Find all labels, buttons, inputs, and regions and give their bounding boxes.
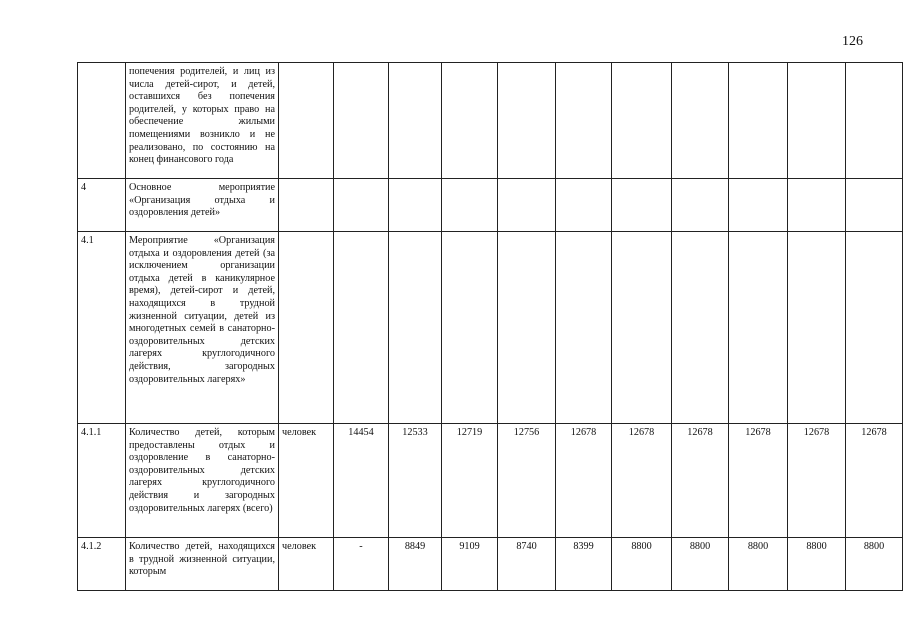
- value-cell: [389, 179, 442, 232]
- value-cell: [788, 179, 846, 232]
- table-row: [78, 63, 903, 179]
- value-cell: 12678: [846, 424, 903, 538]
- value-cell: 12756: [498, 424, 556, 538]
- value-cell: [612, 179, 672, 232]
- page-number: 126: [842, 34, 863, 49]
- value-cell: [612, 63, 672, 179]
- value-cell: 9109: [442, 538, 498, 591]
- table-row: [78, 232, 903, 424]
- value-cell: [334, 232, 389, 424]
- value-cell: [672, 63, 729, 179]
- table-row: [78, 538, 903, 591]
- value-cell: 8849: [389, 538, 442, 591]
- value-cell: [498, 179, 556, 232]
- value-cell: 8800: [729, 538, 788, 591]
- row-number-cell: 4.1.2: [78, 538, 126, 591]
- value-cell: 8800: [612, 538, 672, 591]
- row-number-cell: 4.1.1: [78, 424, 126, 538]
- value-cell: 8800: [672, 538, 729, 591]
- value-cell: 12719: [442, 424, 498, 538]
- value-cell: 12678: [672, 424, 729, 538]
- value-cell: [556, 232, 612, 424]
- value-cell: 12678: [556, 424, 612, 538]
- value-cell: [556, 63, 612, 179]
- value-cell: [442, 63, 498, 179]
- row-number-cell: 4: [78, 179, 126, 232]
- value-cell: [788, 63, 846, 179]
- description-cell: попечения родителей, и лиц из числа детей-сирот, и детей, оставшихся без попечения родителей, у которых право на обеспечение жилыми помещениями возникло и не реализовано, по состоянию на конец финансового года: [126, 63, 279, 179]
- value-cell: [442, 232, 498, 424]
- description-cell: Мероприятие «Организация отдыха и оздоровления детей (за исключением организации отдыха детей в каникулярное время), детей-сирот и детей, находящихся в трудной жизненной ситуации, детей из многодетных семей в санаторно-оздоровительных детских лагерях круглогодичного действия, загородных оздоровительных лагерях»: [126, 232, 279, 424]
- value-cell: [389, 63, 442, 179]
- value-cell: 8800: [788, 538, 846, 591]
- row-number-cell: 4.1: [78, 232, 126, 424]
- value-cell: 8800: [846, 538, 903, 591]
- value-cell: 8399: [556, 538, 612, 591]
- value-cell: 12533: [389, 424, 442, 538]
- value-cell: -: [334, 538, 389, 591]
- unit-cell: [279, 63, 334, 179]
- value-cell: [672, 232, 729, 424]
- value-cell: 14454: [334, 424, 389, 538]
- value-cell: 12678: [612, 424, 672, 538]
- description-cell: Основное мероприятие «Организация отдыха и оздоровления детей»: [126, 179, 279, 232]
- table-row: [78, 424, 903, 538]
- description-cell: Количество детей, которым предоставлены отдых и оздоровление в санаторно-оздоровительных детских лагерях круглогодичного действия и загородных оздоровительных лагерях (всего): [126, 424, 279, 538]
- value-cell: [556, 179, 612, 232]
- value-cell: [729, 63, 788, 179]
- table-row: [78, 179, 903, 232]
- value-cell: 8740: [498, 538, 556, 591]
- value-cell: [729, 232, 788, 424]
- row-number-cell: [78, 63, 126, 179]
- value-cell: [729, 179, 788, 232]
- value-cell: 12678: [788, 424, 846, 538]
- value-cell: [788, 232, 846, 424]
- value-cell: [498, 232, 556, 424]
- value-cell: [846, 232, 903, 424]
- value-cell: [334, 179, 389, 232]
- value-cell: [672, 179, 729, 232]
- description-cell: Количество детей, находящихся в трудной жизненной ситуации, которым: [126, 538, 279, 591]
- unit-cell: человек: [279, 424, 334, 538]
- value-cell: [612, 232, 672, 424]
- value-cell: [498, 63, 556, 179]
- unit-cell: [279, 179, 334, 232]
- value-cell: [442, 179, 498, 232]
- value-cell: [389, 232, 442, 424]
- value-cell: [334, 63, 389, 179]
- value-cell: 12678: [729, 424, 788, 538]
- unit-cell: человек: [279, 538, 334, 591]
- unit-cell: [279, 232, 334, 424]
- indicators-table: [77, 62, 903, 591]
- value-cell: [846, 63, 903, 179]
- value-cell: [846, 179, 903, 232]
